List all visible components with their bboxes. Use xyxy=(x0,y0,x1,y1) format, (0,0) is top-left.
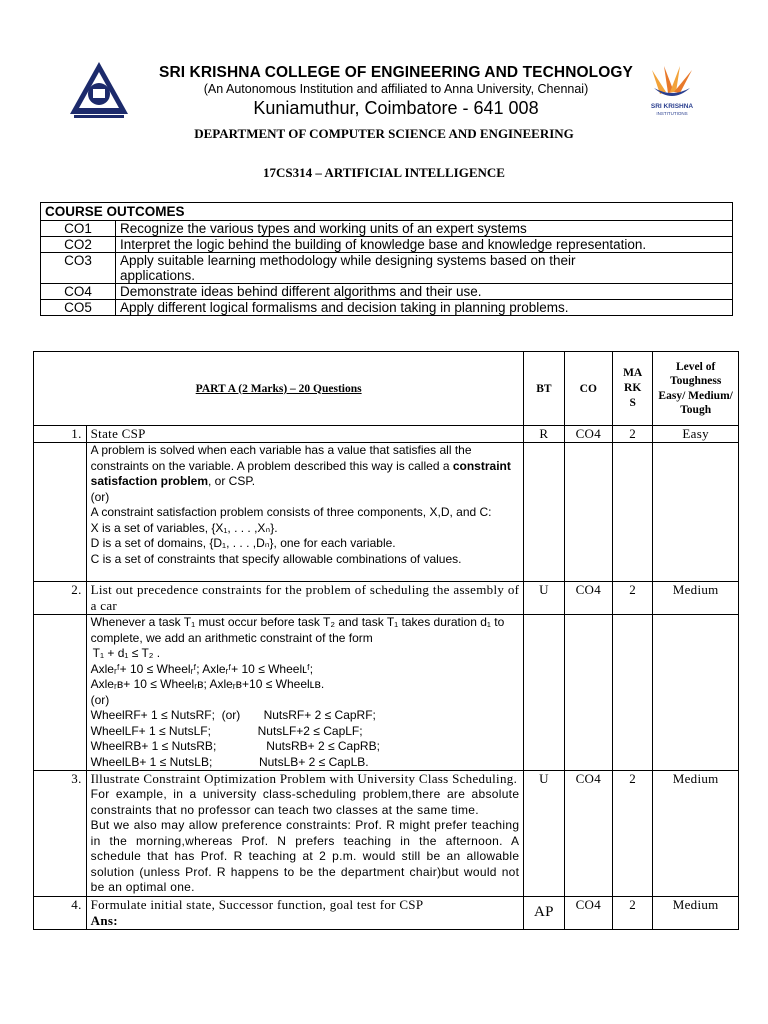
answer-line: WheelRF+ 1 ≤ NutsRF; (or) NutsRF+ 2 ≤ CapRF; xyxy=(90,708,376,722)
answer-term: constraint satisfaction problem xyxy=(90,458,511,488)
question-cell xyxy=(86,896,524,929)
part-a-heading xyxy=(34,352,524,426)
co-code: CO5 xyxy=(41,300,116,316)
table-row xyxy=(41,237,733,253)
co-text: Interpret the logic behind the building of knowledge base and knowledge representation. xyxy=(116,237,733,253)
question-bt: U xyxy=(524,771,564,897)
question-row xyxy=(34,771,739,897)
answer-text xyxy=(91,787,520,896)
table-row xyxy=(41,221,733,237)
question-co: CO4 xyxy=(564,582,613,615)
question-number: 2. xyxy=(34,582,87,615)
course-outcomes-heading: COURSE OUTCOMES xyxy=(41,203,733,221)
co-text: Apply suitable learning methodology while designing systems based on their applications. xyxy=(116,253,733,284)
question-co: CO4 xyxy=(564,426,613,443)
co-text: Recognize the various types and working units of an expert systems xyxy=(116,221,733,237)
co-code: CO2 xyxy=(41,237,116,253)
co-text: Demonstrate ideas behind different algorithms and their use. xyxy=(116,284,733,300)
answer-label: Ans: xyxy=(90,912,118,928)
course-outcomes-heading-row xyxy=(41,203,733,221)
question-cell xyxy=(86,771,524,897)
answer-level-blank xyxy=(653,615,739,771)
answer-line: WheelLF+ 1 ≤ NutsLF; NutsLF+2 ≤ CapLF; xyxy=(90,723,363,738)
answer-line: A constraint satisfaction problem consists of three components, X,D, and C: xyxy=(90,505,492,519)
col-marks: MA RK S xyxy=(613,352,653,426)
answer-line: WheelLB+ 1 ≤ NutsLB; NutsLB+ 2 ≤ CapLB. xyxy=(90,754,369,769)
answer-text xyxy=(86,615,524,771)
answer-co-blank xyxy=(564,615,613,771)
course-title: 17CS314 – ARTIFICIAL INTELLIGENCE xyxy=(263,165,505,180)
question-bt: AP xyxy=(524,896,564,929)
question-text: State CSP xyxy=(86,426,524,443)
right-logo-text: SRI KRISHNA xyxy=(650,103,694,110)
question-bt: U xyxy=(524,582,564,615)
co-text: Apply different logical formalisms and decision taking in planning problems. xyxy=(116,300,733,316)
answer-line: WheelRB+ 1 ≤ NutsRB; NutsRB+ 2 ≤ CapRB; xyxy=(90,739,380,753)
question-level: Medium xyxy=(653,771,739,897)
answer-line: But we also may allow preference constraints: Prof. R might prefer teaching in the morning,whereas Prof. N prefers teaching in the afternoon. A schedule that has Prof. R teaching at 2 p.m. would still be an allowable solution (unless Prof. R happens to be the department chair)but would not be an optimal one. xyxy=(90,818,520,894)
col-level: Level of Toughness Easy/ Medium/ Tough xyxy=(653,352,739,426)
answer-bt-blank xyxy=(524,443,564,582)
question-number: 3. xyxy=(34,771,87,897)
answer-line: D is a set of domains, {D₁, . . . ,Dₙ}, one for each variable. xyxy=(90,536,396,550)
answer-bt-blank xyxy=(524,615,564,771)
question-row xyxy=(34,896,739,929)
college-name: SRI KRISHNA COLLEGE OF ENGINEERING AND TECHNOLOGY xyxy=(159,64,633,81)
question-co: CO4 xyxy=(564,896,613,929)
department-title: DEPARTMENT OF COMPUTER SCIENCE AND ENGINEERING xyxy=(194,126,574,141)
answer-line: Axleᵣᶠ+ 10 ≤ Wheelᵣᶠ; Axleᵣᶠ+ 10 ≤ Wheelʟᶠ; xyxy=(90,661,314,676)
part-a-header-row xyxy=(34,352,739,426)
answer-text xyxy=(86,443,524,582)
college-subtitle: (An Autonomous Institution and affiliated to Anna University, Chennai) xyxy=(203,82,589,96)
question-level: Medium xyxy=(653,582,739,615)
answer-line: (or) xyxy=(90,692,110,707)
letterhead xyxy=(64,60,704,122)
answer-line: A problem is solved when each variable has a value that satisfies all the constraints on the variable. A problem described this way is called a xyxy=(90,443,472,473)
co-code: CO4 xyxy=(41,284,116,300)
answer-line: (or) xyxy=(90,489,110,504)
question-text: List out precedence constraints for the problem of scheduling the assembly of a car xyxy=(86,582,524,615)
question-level: Medium xyxy=(653,896,739,929)
answer-level-blank xyxy=(653,443,739,582)
part-a-heading-text: PART A (2 Marks) – 20 Questions xyxy=(195,382,362,395)
question-text: Illustrate Constraint Optimization Problem with University Class Scheduling. xyxy=(90,771,518,786)
question-number: 4. xyxy=(34,896,87,929)
answer-co-blank xyxy=(564,443,613,582)
institution-logo-icon xyxy=(644,64,700,118)
table-row xyxy=(41,253,733,284)
course-outcomes-table xyxy=(40,202,733,316)
college-emblem-icon xyxy=(68,60,130,118)
question-row xyxy=(34,582,739,615)
answer-marks-blank xyxy=(613,615,653,771)
table-row xyxy=(41,284,733,300)
question-number: 1. xyxy=(34,426,87,443)
col-co: CO xyxy=(564,352,613,426)
answer-line: C is a set of constraints that specify allowable combinations of values. xyxy=(90,551,462,566)
answer-line: , or CSP. xyxy=(208,474,256,488)
question-marks: 2 xyxy=(613,426,653,443)
question-level: Easy xyxy=(653,426,739,443)
question-text: Formulate initial state, Successor function, goal test for CSP xyxy=(90,896,424,912)
right-logo-sub: INSTITUTIONS xyxy=(656,111,688,116)
answer-number-blank xyxy=(34,615,87,771)
answer-row xyxy=(34,443,739,582)
question-co: CO4 xyxy=(564,771,613,897)
college-address: Kuniamuthur, Coimbatore - 641 008 xyxy=(253,98,539,118)
col-bt: BT xyxy=(524,352,564,426)
answer-line: X is a set of variables, {X₁, . . . ,Xₙ}. xyxy=(90,520,278,535)
question-marks: 2 xyxy=(613,896,653,929)
co-code: CO1 xyxy=(41,221,116,237)
question-marks: 2 xyxy=(613,582,653,615)
answer-marks-blank xyxy=(613,443,653,582)
answer-line: For example, in a university class-scheduling problem,there are absolute constraints that no professor can teach two classes at the same time. xyxy=(90,787,520,817)
answer-line: Axleᵣʙ+ 10 ≤ Wheelᵣʙ; Axleᵣʙ+10 ≤ Wheelʟʙ. xyxy=(90,677,325,691)
answer-line: Whenever a task T₁ must occur before task T₂ and task T₁ takes duration d₁ to complete, we add an arithmetic constraint of the form xyxy=(90,615,505,645)
table-row xyxy=(41,300,733,316)
answer-line: T₁ + d₁ ≤ T₂ . xyxy=(92,646,161,660)
answer-number-blank xyxy=(34,443,87,582)
part-a-table xyxy=(33,351,739,930)
question-bt: R xyxy=(524,426,564,443)
co-code: CO3 xyxy=(41,253,116,284)
question-row xyxy=(34,426,739,443)
question-marks: 2 xyxy=(613,771,653,897)
answer-row xyxy=(34,615,739,771)
